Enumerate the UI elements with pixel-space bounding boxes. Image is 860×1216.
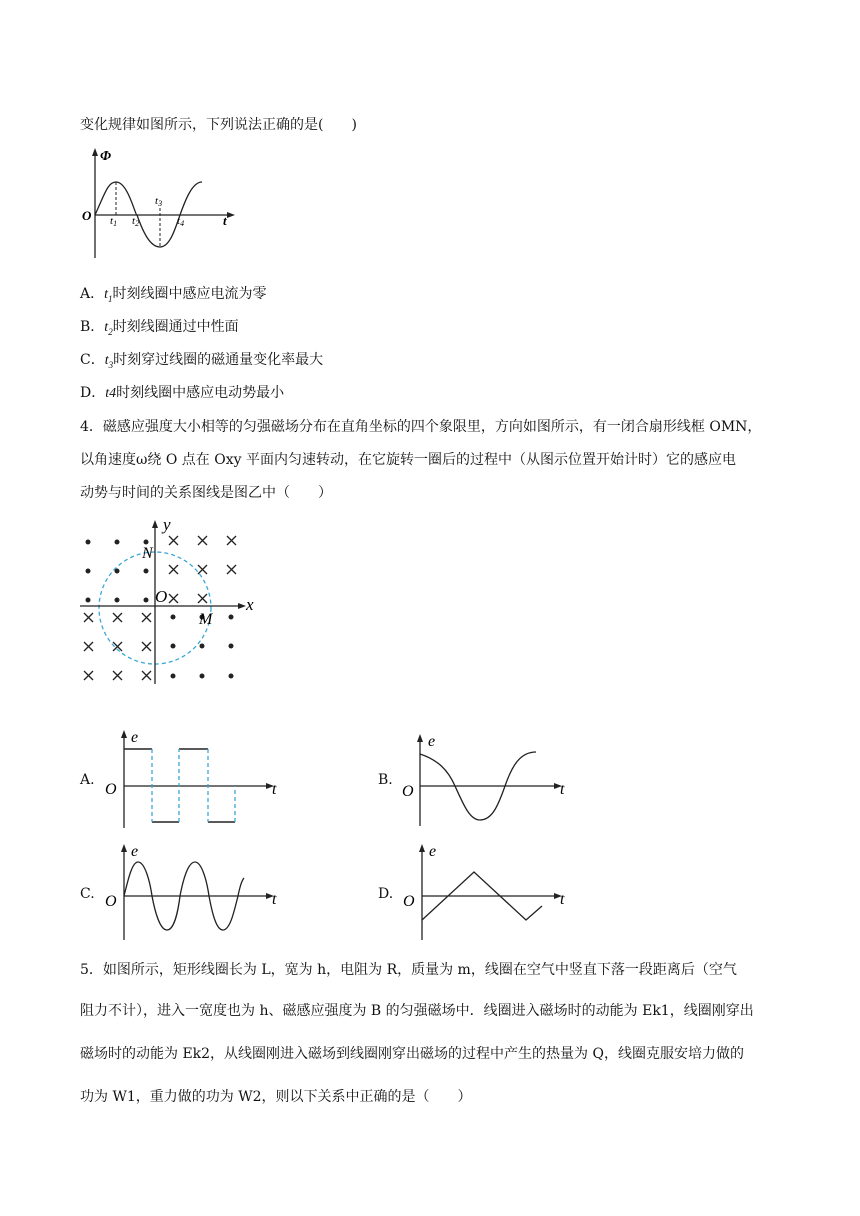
y-axis-label: y	[163, 515, 171, 534]
t-axis-label: t	[272, 891, 277, 908]
magnetic-field-figure	[75, 516, 265, 686]
o-label: O	[402, 783, 414, 800]
graph-c-sine	[100, 840, 290, 940]
o-label: O	[403, 893, 415, 910]
e-axis-label: e	[131, 729, 139, 746]
graph-d-triangle	[398, 840, 578, 940]
x-axis-label: x	[246, 595, 254, 614]
origin-label: O	[82, 208, 92, 223]
option-d: D．t4时刻线圈中感应电动势最小	[80, 385, 285, 401]
dots-q2	[86, 540, 149, 603]
e-axis-label: e	[131, 843, 139, 860]
t2-label: t2	[132, 215, 140, 228]
graph-b-wave	[398, 730, 578, 830]
t-axis-label: t	[272, 781, 277, 798]
q5-line-4: 功为 W1，重力做的功为 W2，则以下关系中正确的是（ ）	[80, 1089, 472, 1105]
e-axis-label: e	[428, 733, 436, 750]
option-a: A．$t_1$时刻线圈中感应电流为零	[80, 286, 267, 304]
t-axis-label: t	[560, 891, 565, 908]
q4-line-2: 以角速度ω绕 O 点在 Oxy 平面内匀速转动，在它旋转一圈后的过程中（从图示位置开始计时）它的感应电	[80, 452, 736, 468]
phi-axis-label: Φ	[100, 149, 112, 164]
t1-label: t1	[110, 215, 118, 228]
o-label: O	[105, 781, 117, 798]
flux-time-figure	[80, 146, 270, 266]
crosses-q1	[169, 536, 236, 603]
option-b: B．$t_2$时刻线圈通过中性面	[80, 319, 239, 337]
o-label: O	[105, 893, 117, 910]
crosses-q3	[84, 613, 151, 680]
graph-option-d-letter: D.	[378, 886, 394, 902]
graph-a-square-wave	[100, 724, 290, 834]
q4-line-1: 4．磁感应强度大小相等的匀强磁场分布在直角坐标的四个象限里，方向如图所示，有一闭合扇形线框 OMN，	[80, 419, 762, 435]
question-intro-line: 变化规律如图所示，下列说法正确的是( )	[80, 117, 357, 133]
q5-line-1: 5．如图所示，矩形线圈长为 L，宽为 h，电阻为 R，质量为 m，线圈在空气中竖直下落一段距离后（空气	[80, 962, 737, 978]
point-m-label: M	[199, 611, 213, 628]
e-axis-label: e	[429, 843, 437, 860]
q4-line-3: 动势与时间的关系图线是图乙中（ ）	[80, 485, 332, 501]
graph-option-c-letter: C.	[80, 886, 95, 902]
graph-option-b-letter: B.	[378, 772, 393, 788]
option-c: C．$t_3$时刻穿过线圈的磁通量变化率最大	[80, 352, 324, 370]
q5-line-2: 阻力不计），进入一宽度也为 h、磁感应强度为 B 的匀强磁场中．线圈进入磁场时的动能为 Ek1，线圈刚穿出	[80, 1003, 754, 1019]
origin-o-label: O	[155, 587, 168, 606]
graph-option-a-letter: A.	[80, 772, 95, 788]
point-n-label: N	[142, 545, 153, 562]
t3-label: t3	[155, 195, 163, 208]
t4-label: t4	[177, 215, 185, 228]
t-axis-label: t	[560, 781, 565, 798]
t-axis-label: t	[223, 213, 227, 228]
q5-line-3: 磁场时的动能为 Ek2，从线圈刚进入磁场到线圈刚穿出磁场的过程中产生的热量为 Q，线圈克服安培力做的	[80, 1046, 744, 1062]
